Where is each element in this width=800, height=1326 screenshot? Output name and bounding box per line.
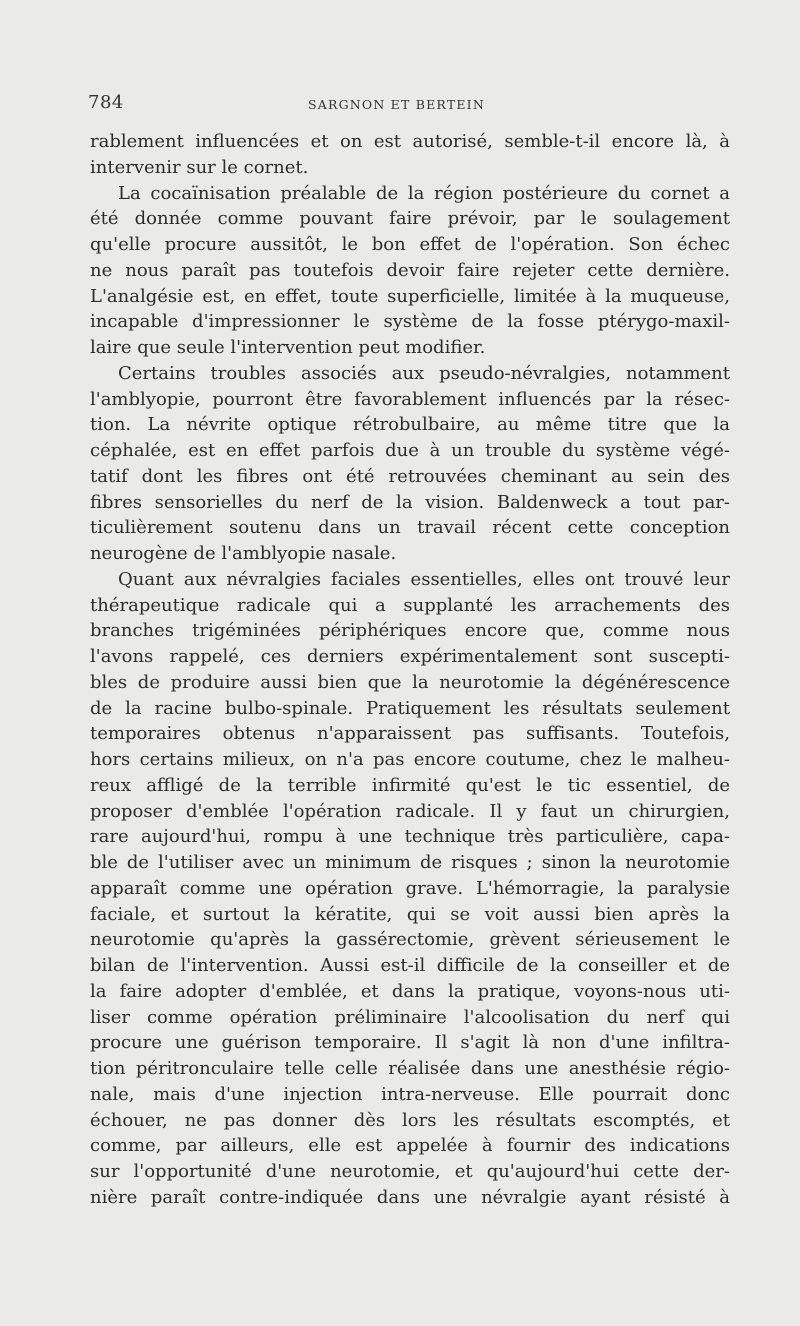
text-line: intervenir sur le cornet. [90, 156, 309, 178]
text-line: Quant aux névralgies faciales essentielles, elles ont trouvé leur [118, 568, 730, 590]
text-line: de la racine bulbo-spinale. Pratiquement les résultats seulement [90, 697, 730, 719]
text-line: proposer d'emblée l'opération radicale. Il y faut un chirurgien, [90, 800, 730, 822]
text-line: bles de produire aussi bien que la neurotomie la dégénérescence [90, 671, 730, 693]
text-line: ticulièrement soutenu dans un travail récent cette conception [90, 517, 730, 539]
text-line: l'amblyopie, pourront être favorablement influencés par la résec- [90, 388, 730, 410]
text-line: tion péritronculaire telle celle réalisée dans une anesthésie régio- [90, 1058, 730, 1079]
text-line: procure une guérison temporaire. Il s'agit là non d'une infiltra- [90, 1032, 730, 1054]
text-line: laire que seule l'intervention peut modifier. [90, 337, 486, 358]
text-line: été donnée comme pouvant faire prévoir, par le soulagement [90, 208, 730, 230]
text-line: tion. La névrite optique rétrobulbaire, au même titre que la [90, 414, 730, 436]
text-line: tatif dont les fibres ont été retrouvées cheminant au sein des [90, 465, 730, 487]
text-line: Certains troubles associés aux pseudo-névralgies, notamment [118, 362, 730, 384]
text-line: apparaît comme une opération grave. L'hémorragie, la paralysie [90, 877, 730, 899]
text-line: rablement influencées et on est autorisé, semble-t-il encore là, à [90, 131, 730, 152]
text-line: qu'elle procure aussitôt, le bon effet de l'opération. Son échec [90, 234, 730, 255]
text-line: neurogène de l'amblyopie nasale. [90, 543, 397, 564]
running-head: SARGNON ET BERTEIN [308, 97, 485, 112]
text-line: reux affligé de la terrible infirmité qu'est le tic essentiel, de [90, 774, 730, 796]
text-line: l'avons rappelé, ces derniers expérimentalement sont suscepti- [90, 646, 730, 667]
text-line: sur l'opportunité d'une neurotomie, et qu'aujourd'hui cette der- [90, 1161, 730, 1182]
text-line: nale, mais d'une injection intra-nerveuse. Elle pourrait donc [90, 1083, 730, 1105]
text-line: comme, par ailleurs, elle est appelée à fournir des indications [90, 1135, 730, 1157]
text-line: fibres sensorielles du nerf de la vision. Baldenweck a tout par- [90, 491, 730, 513]
text-line: neurotomie qu'après la gassérectomie, grèvent sérieusement le [90, 929, 730, 951]
text-line: rare aujourd'hui, rompu à une technique très particulière, capa- [90, 826, 730, 848]
text-line: ne nous paraît pas toutefois devoir faire rejeter cette dernière. [90, 259, 730, 281]
text-line: la faire adopter d'emblée, et dans la pratique, voyons-nous uti- [90, 980, 730, 1002]
body-text [90, 129, 730, 1211]
text-line: L'analgésie est, en effet, toute superficielle, limitée à la muqueuse, [90, 285, 730, 307]
text-line: nière paraît contre-indiquée dans une névralgie ayant résisté à [90, 1186, 730, 1208]
text-line: ble de l'utiliser avec un minimum de risques ; sinon la neurotomie [90, 852, 730, 873]
text-line: La cocaïnisation préalable de la région postérieure du cornet a [118, 182, 730, 204]
text-line: bilan de l'intervention. Aussi est-il difficile de la conseiller et de [90, 955, 730, 976]
text-line: échouer, ne pas donner dès lors les résultats escomptés, et [90, 1109, 730, 1131]
text-line: temporaires obtenus n'apparaissent pas suffisants. Toutefois, [90, 723, 730, 745]
text-line: faciale, et surtout la kératite, qui se voit aussi bien après la [90, 903, 730, 925]
text-line: incapable d'impressionner le système de la fosse ptérygo-maxil- [90, 311, 730, 333]
text-line: liser comme opération préliminaire l'alcoolisation du nerf qui [90, 1006, 730, 1028]
page-header [88, 92, 728, 116]
text-line: thérapeutique radicale qui a supplanté les arrachements des [90, 594, 730, 616]
text-line: hors certains milieux, on n'a pas encore coutume, chez le malheu- [90, 749, 730, 770]
text-line: céphalée, est en effet parfois due à un trouble du système végé- [90, 440, 730, 461]
page-number: 784 [88, 92, 124, 113]
text-line: branches trigéminées périphériques encore que, comme nous [90, 620, 730, 642]
